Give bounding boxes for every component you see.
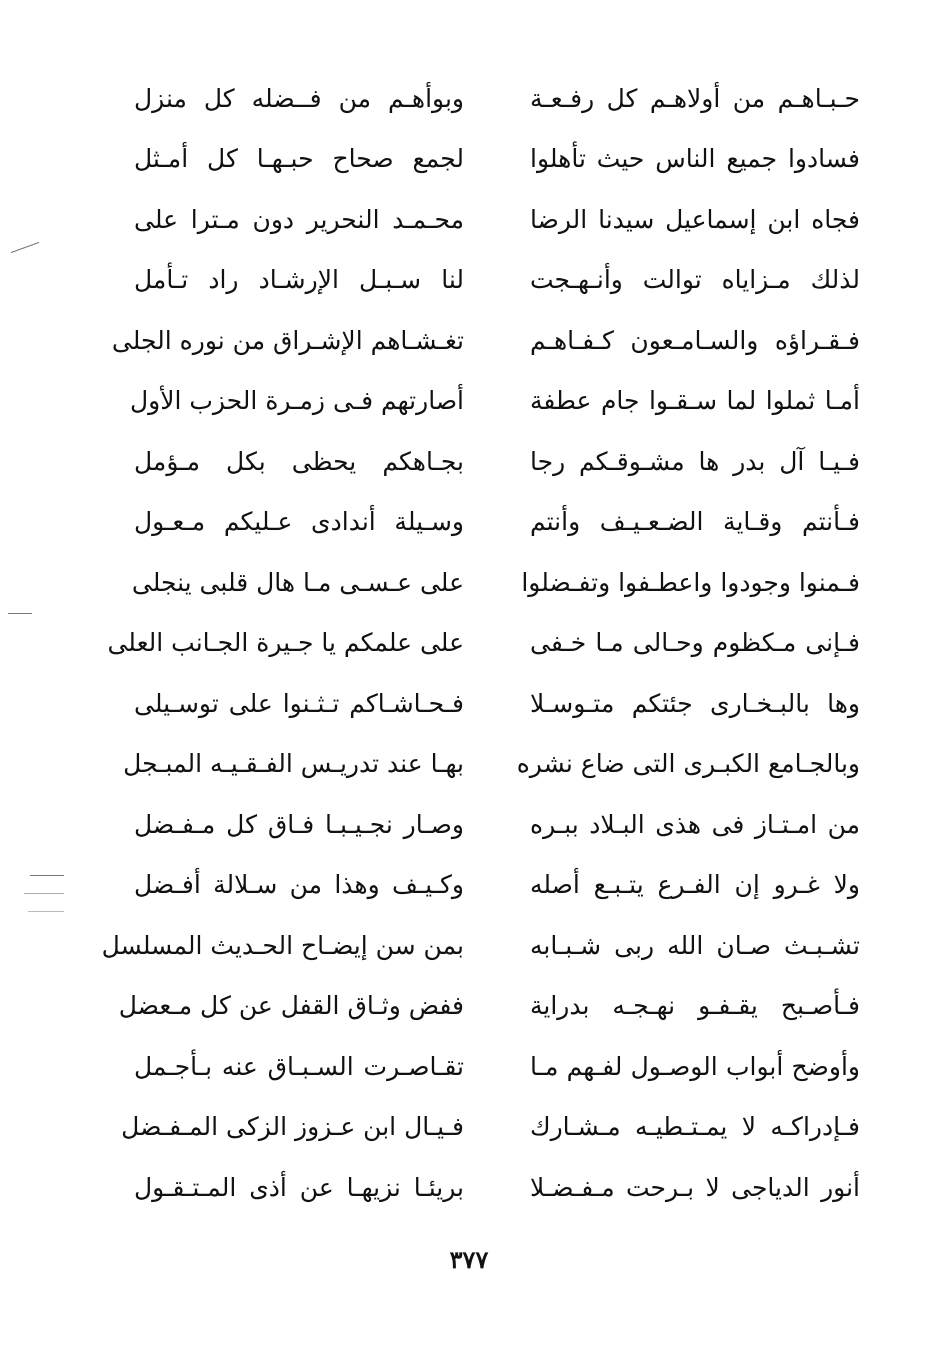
verse-second-hemistich: وبوأهـم من فــضله كل منزل	[134, 83, 464, 113]
verse-first-hemistich: فـإدراكـه لا يمـتـطيـه مـشـارك	[530, 1112, 860, 1142]
verse-row	[100, 1036, 860, 1097]
verse-second-hemistich: على عـسـى مـا هال قلبى ينجلى	[131, 567, 464, 597]
verse-second-hemistich: ففض وثـاق القفل عن كل مـعضل	[118, 991, 464, 1021]
verse-second-hemistich: بمن سن إيضـاح الحـديث المسلسل	[101, 930, 464, 960]
verse-row	[100, 855, 860, 916]
verse-second-hemistich: أصارتهم فـى زمـرة الحزب الأول	[129, 386, 464, 416]
verse-row	[100, 1097, 860, 1158]
verse-second-hemistich: تغـشـاهم الإشـراق من نوره الجلى	[111, 325, 464, 355]
verse-first-hemistich: وها بالبـخـارى جئتكم متـوسـلا	[530, 688, 860, 718]
verse-row	[100, 976, 860, 1037]
verse-first-hemistich: فـإنى مـكظوم وحـالى مـا خـفى	[530, 628, 860, 658]
verse-row	[100, 673, 860, 734]
scan-mark	[30, 875, 64, 876]
scan-mark	[8, 613, 32, 614]
verse-first-hemistich: فـأنتم وقـاية الضـعـيـف وأنتم	[530, 507, 860, 537]
verse-row	[100, 492, 860, 553]
verse-first-hemistich: لذلك مـزاياه توالت وأنـهـجت	[530, 265, 860, 295]
verse-row	[100, 310, 860, 371]
verse-row	[100, 189, 860, 250]
verse-first-hemistich: فـيـا آل بدر ها مشـوقـكم رجا	[530, 446, 860, 476]
verse-second-hemistich: محـمـد النحرير دون مـترا على	[134, 204, 464, 234]
verse-first-hemistich: فـأصـبح يقـفـو نهـجـه بدراية	[530, 991, 860, 1021]
verse-second-hemistich: لنا سـبـل الإرشـاد راد تـأمل	[134, 265, 464, 295]
verse-row	[100, 1157, 860, 1218]
verse-row	[100, 129, 860, 190]
verse-second-hemistich: فـحـاشـاكم تـثـنوا على توسـيلى	[134, 688, 464, 718]
verse-row	[100, 552, 860, 613]
verse-first-hemistich: وبالجـامع الكبـرى التى ضاع نشره	[516, 749, 860, 779]
verse-first-hemistich: حـبـاهـم من أولاهـم كل رفـعـة	[530, 83, 860, 113]
verse-row	[100, 915, 860, 976]
verse-row	[100, 250, 860, 311]
verse-first-hemistich: تشـبـث صـان الله ربى شـبـابه	[530, 930, 860, 960]
verse-first-hemistich: أنور الدياجى لا بـرحت مـفـضـلا	[530, 1172, 860, 1202]
verse-row	[100, 734, 860, 795]
verse-first-hemistich: فـقـراؤه والسـامـعون كـفـاهـم	[530, 325, 860, 355]
verse-second-hemistich: وسـيلة أندادى عـليكم مـعـول	[134, 507, 464, 537]
poem-body	[100, 68, 860, 1218]
scan-mark	[28, 911, 64, 912]
verse-first-hemistich: ولا غـرو إن الفـرع يتـبـع أصله	[530, 870, 860, 900]
verse-first-hemistich: فسادوا جميع الناس حيث تأهلوا	[530, 144, 860, 174]
verse-second-hemistich: على علمكم يا جـيرة الجـانب العلى	[107, 628, 464, 658]
verse-second-hemistich: وكـيـف وهذا من سـلالة أفـضل	[134, 870, 464, 900]
verse-second-hemistich: فـيـال ابن عـزوز الزكى المـفـضل	[121, 1112, 464, 1142]
scan-mark	[24, 893, 64, 894]
verse-row	[100, 431, 860, 492]
verse-second-hemistich: وصـار نجـيـبـا فـاق كل مـفـضل	[134, 809, 464, 839]
verse-first-hemistich: فجاه ابن إسماعيل سيدنا الرضا	[530, 204, 860, 234]
verse-second-hemistich: بريئـا نزيهـا عن أذى المـتـقـول	[134, 1172, 464, 1202]
verse-first-hemistich: وأوضح أبواب الوصـول لفـهم مـا	[530, 1051, 860, 1081]
verse-row	[100, 371, 860, 432]
page-number: ٣٧٧	[449, 1245, 489, 1274]
verse-row	[100, 613, 860, 674]
verse-first-hemistich: أمـا ثملوا لما سـقـوا جام عطفة	[530, 386, 860, 416]
verse-second-hemistich: بهـا عند تدريـس الفـقـيـه المبـجل	[123, 749, 464, 779]
verse-first-hemistich: فـمنوا وجودوا واعطـفوا وتفـضلوا	[521, 567, 860, 597]
verse-second-hemistich: تقـاصـرت السـبـاق عنه بـأجـمل	[134, 1051, 464, 1081]
verse-second-hemistich: لجمع صحاح حبـهـا كل أمـثل	[134, 144, 464, 174]
verse-second-hemistich: بجـاهكم يحظى بكل مـؤمل	[134, 446, 464, 476]
verse-first-hemistich: من امـتـاز فى هذى البـلاد ببـره	[530, 809, 860, 839]
scan-mark	[11, 242, 40, 253]
verse-row	[100, 794, 860, 855]
verse-row	[100, 68, 860, 129]
